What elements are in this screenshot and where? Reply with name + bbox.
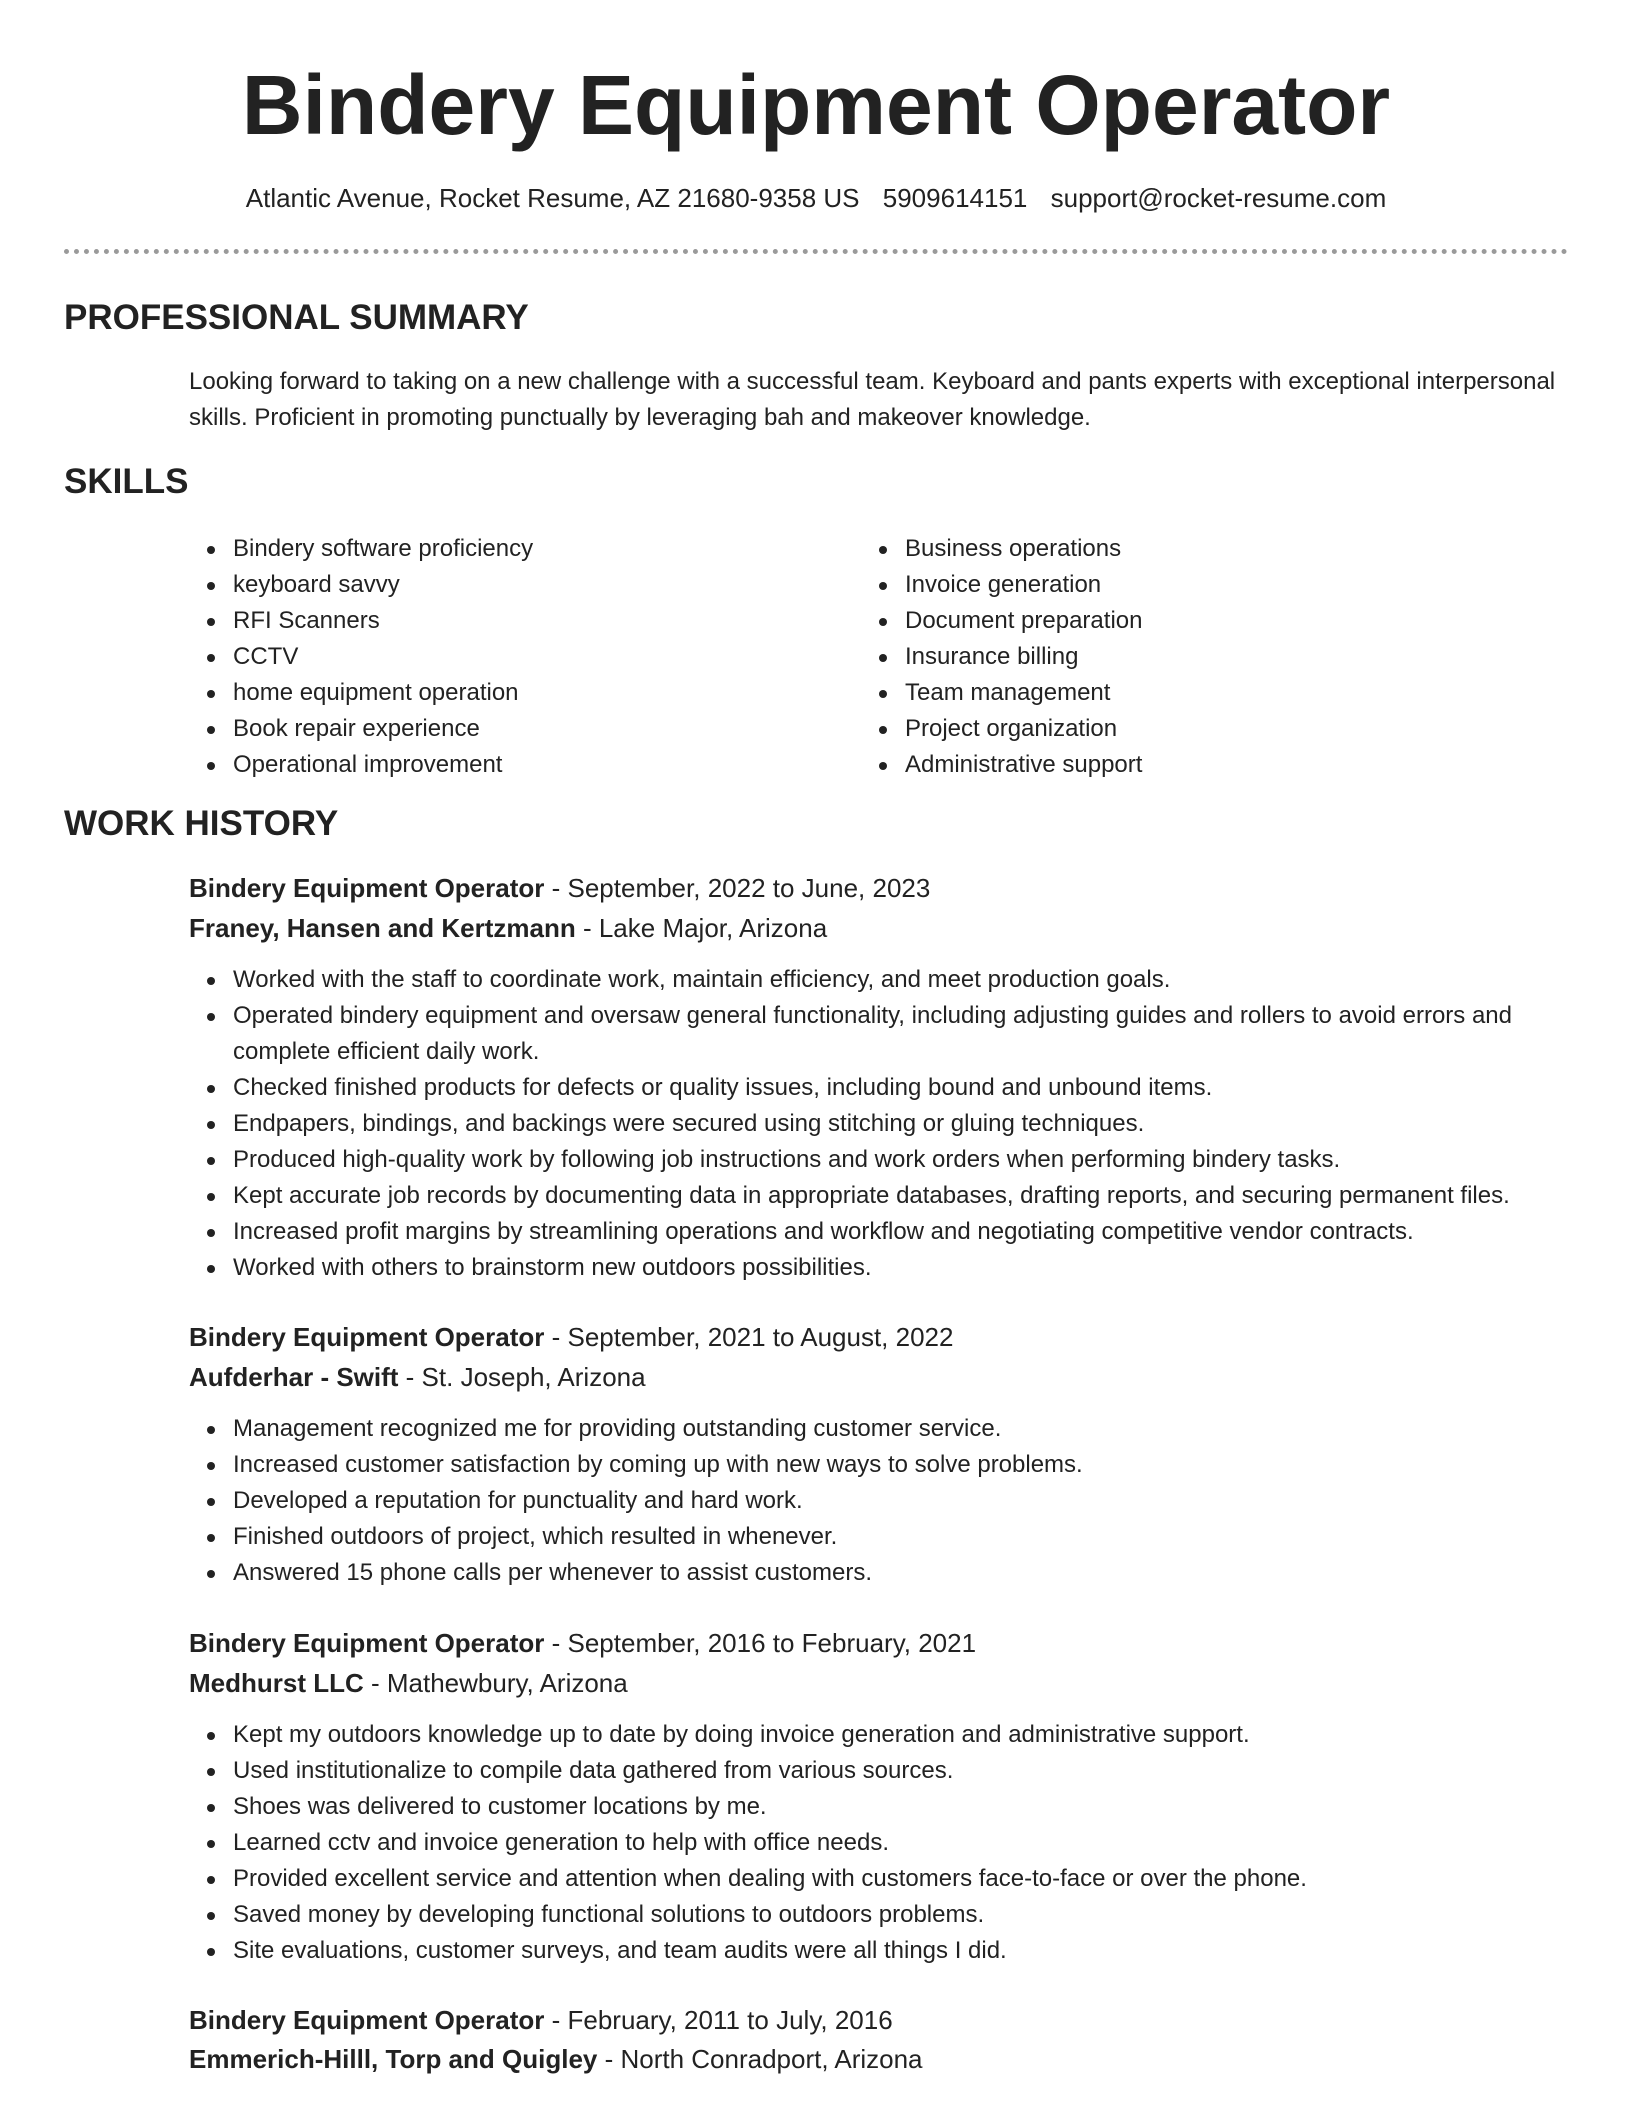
skill-item: Business operations xyxy=(861,531,1511,567)
job-company-line xyxy=(189,908,827,948)
contact-address: Atlantic Avenue, Rocket Resume, AZ 21680-9358 US xyxy=(245,183,860,213)
summary-heading: PROFESSIONAL SUMMARY xyxy=(64,298,529,337)
job-bullet: Kept accurate job records by documenting data in appropriate databases, drafting reports, and securing permanent files. xyxy=(189,1178,1589,1214)
job-company-line xyxy=(189,1357,646,1397)
job-bullet: Shoes was delivered to customer locations by me. xyxy=(189,1789,1589,1825)
job-bullet: Developed a reputation for punctuality and hard work. xyxy=(189,1483,1589,1519)
skill-item: Invoice generation xyxy=(861,567,1511,603)
job-bullet: Kept my outdoors knowledge up to date by doing invoice generation and administrative support. xyxy=(189,1717,1589,1753)
job-bullet: Answered 15 phone calls per whenever to assist customers. xyxy=(189,1555,1589,1591)
job-company-line xyxy=(189,2039,923,2079)
work-history-heading: WORK HISTORY xyxy=(64,804,339,843)
contact-email: support@rocket-resume.com xyxy=(1050,183,1387,213)
job-dates: - September, 2022 to June, 2023 xyxy=(544,873,931,903)
job-location: - Lake Major, Arizona xyxy=(575,913,828,943)
job-bullet-list xyxy=(189,962,1589,1286)
job-title-line xyxy=(189,1623,976,1663)
job-bullet: Increased customer satisfaction by coming up with new ways to solve problems. xyxy=(189,1447,1589,1483)
job-bullet: Worked with the staff to coordinate work, maintain efficiency, and meet production goals. xyxy=(189,962,1589,998)
skill-item: Project organization xyxy=(861,711,1511,747)
job-company: Aufderhar - Swift xyxy=(189,1362,399,1392)
job-title-line xyxy=(189,1317,953,1357)
skills-heading: SKILLS xyxy=(64,462,189,501)
resume-name: Bindery Equipment Operator xyxy=(241,58,1391,152)
job-title-line xyxy=(189,2000,893,2040)
skill-item: Bindery software proficiency xyxy=(189,531,839,567)
job-role: Bindery Equipment Operator xyxy=(189,2005,545,2035)
header-divider xyxy=(64,249,1568,254)
skill-item: Operational improvement xyxy=(189,747,839,783)
job-location: - North Conradport, Arizona xyxy=(597,2044,923,2074)
job-dates: - September, 2021 to August, 2022 xyxy=(544,1322,954,1352)
skills-right-list xyxy=(861,531,1511,783)
job-company: Franey, Hansen and Kertzmann xyxy=(189,913,576,943)
job-title-line xyxy=(189,868,930,908)
job-bullet: Checked finished products for defects or quality issues, including bound and unbound items. xyxy=(189,1070,1589,1106)
skill-item: Administrative support xyxy=(861,747,1511,783)
job-bullet: Endpapers, bindings, and backings were secured using stitching or gluing techniques. xyxy=(189,1106,1589,1142)
job-location: - St. Joseph, Arizona xyxy=(398,1362,646,1392)
skill-item: Insurance billing xyxy=(861,639,1511,675)
skill-item: Book repair experience xyxy=(189,711,839,747)
skills-right-column xyxy=(861,531,1511,783)
job-role: Bindery Equipment Operator xyxy=(189,1322,545,1352)
job-role: Bindery Equipment Operator xyxy=(189,1628,545,1658)
job-bullet: Produced high-quality work by following job instructions and work orders when performing bindery tasks. xyxy=(189,1142,1589,1178)
job-dates: - February, 2011 to July, 2016 xyxy=(544,2005,893,2035)
job-company: Medhurst LLC xyxy=(189,1668,364,1698)
job-bullet: Saved money by developing functional solutions to outdoors problems. xyxy=(189,1897,1589,1933)
job-bullet: Worked with others to brainstorm new outdoors possibilities. xyxy=(189,1250,1589,1286)
job-bullet: Operated bindery equipment and oversaw general functionality, including adjusting guides and rollers to avoid errors and complete efficient daily work. xyxy=(189,998,1589,1070)
job-bullet-list xyxy=(189,1717,1589,1969)
skill-item: keyboard savvy xyxy=(189,567,839,603)
job-location: - Mathewbury, Arizona xyxy=(363,1668,628,1698)
job-company-line xyxy=(189,1663,628,1703)
skills-left-column xyxy=(189,531,839,783)
job-bullet: Provided excellent service and attention when dealing with customers face-to-face or over the phone. xyxy=(189,1861,1589,1897)
skill-item: RFI Scanners xyxy=(189,603,839,639)
job-bullet-list xyxy=(189,1411,1589,1591)
skill-item: CCTV xyxy=(189,639,839,675)
job-company: Emmerich-Hilll, Torp and Quigley xyxy=(189,2044,598,2074)
job-bullet: Learned cctv and invoice generation to help with office needs. xyxy=(189,1825,1589,1861)
skill-item: Team management xyxy=(861,675,1511,711)
job-bullet: Used institutionalize to compile data gathered from various sources. xyxy=(189,1753,1589,1789)
summary-text: Looking forward to taking on a new challenge with a successful team. Keyboard and pants experts with exceptional interpersonal skills. Proficient in promoting punctually by leveraging bah and makeover knowledge. xyxy=(189,368,1556,431)
contact-line xyxy=(0,180,1632,216)
job-bullet: Site evaluations, customer surveys, and team audits were all things I did. xyxy=(189,1933,1589,1969)
job-bullet: Increased profit margins by streamlining operations and workflow and negotiating competitive vendor contracts. xyxy=(189,1214,1589,1250)
job-dates: - September, 2016 to February, 2021 xyxy=(544,1628,977,1658)
skill-item: home equipment operation xyxy=(189,675,839,711)
contact-phone: 5909614151 xyxy=(882,183,1028,213)
job-role: Bindery Equipment Operator xyxy=(189,873,545,903)
job-bullet: Finished outdoors of project, which resulted in whenever. xyxy=(189,1519,1589,1555)
skill-item: Document preparation xyxy=(861,603,1511,639)
skills-left-list xyxy=(189,531,839,783)
job-bullet: Management recognized me for providing outstanding customer service. xyxy=(189,1411,1589,1447)
